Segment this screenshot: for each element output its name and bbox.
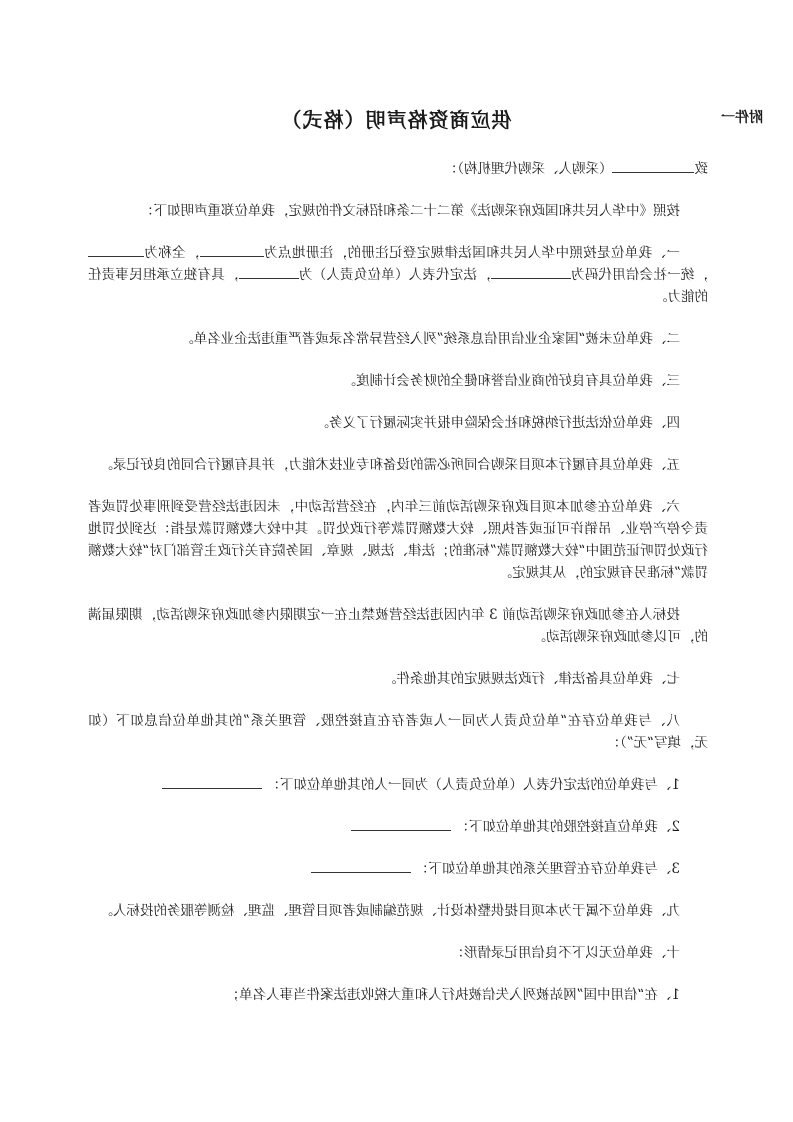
clause-8-item-3 <box>88 858 708 880</box>
clause-9: 九、我单位不属于为本项目提供整体设计、规范编制或者项目管理、监理、检测等服务的投标人。 <box>99 903 680 919</box>
page-title: 供应商资格声明（格式） <box>280 108 512 132</box>
clause-5: 五、我单位具有履行本项目采购合同所必需的设备和专业技术能力，并具有履行合同的良好记录。 <box>99 457 680 473</box>
clause-8-item-2 <box>88 816 708 838</box>
clause-3: 三、我单位具有良好的商业信誉和健全的财务会计制度。 <box>342 373 680 389</box>
clause-4: 四、我单位依法进行纳税和社会保险申报并实际履行了义务。 <box>315 415 680 431</box>
clause-10-item-1: 1、在“信用中国”网站被列入失信被执行人和重大税收违法案件当事人名单； <box>225 987 680 1003</box>
clause-7: 七、我单位具备法律、行政法规规定的其他条件。 <box>383 671 680 687</box>
clause-1-part-a: 一、我单位是按照中华人民共和国法律规定登记注册的，注册地点为 <box>263 245 680 261</box>
registration-address-blank <box>200 242 264 257</box>
clause-1-part-d: ，法定代表人（单位负责人）为 <box>298 267 491 283</box>
controlled-units-blank <box>351 816 451 831</box>
clause-8-item-2-text: 2、我单位直接控股的其他单位如下： <box>455 819 680 835</box>
addressee-line <box>88 158 708 180</box>
clause-10: 十、我单位无以下不良信用记录情形： <box>450 945 680 961</box>
clause-8-item-3-text: 3、与我单位存在管理关系的其他单位如下： <box>414 861 680 877</box>
addressee-blank <box>613 158 695 173</box>
clause-1-part-b: ，全称为 <box>143 245 200 261</box>
clause-1-part-c: ，统一社会信用代码为 <box>570 267 708 283</box>
clause-1-part-e: ，具有独立承担民事责任的能力。 <box>87 267 708 305</box>
clause-8: 八、与我单位存在“单位负责人为同一人或者存在直接控股、管理关系”的其他单位信息如下（如无，填写“无”）： <box>88 713 708 751</box>
intro-paragraph: 按照《中华人民共和国政府采购法》第二十二条和招标文件的规定，我单位郑重声明如下： <box>140 203 680 219</box>
clause-6-note: 投标人在参加政府采购活动前 3 年内因违法经营被禁止在一定期限内参加政府采购活动，期限届满的，可以参加政府采购活动。 <box>88 607 708 645</box>
addressee-suffix: （采购人、采购代理机构）： <box>443 161 613 177</box>
management-units-blank <box>311 858 411 873</box>
clause-6: 六、我单位在参加本项目政府采购活动前三年内，在经营活动中，未因违法经营受到刑事处罚或者责令停产停业、吊销许可证或者执照、较大数额罚款等行政处罚。其中较大数额罚款是指：达到处罚地行政处罚听证范围中“较大数额罚款”标准的；法律、法规、规章、国务院有关行政主管部门对“较大数额罚款”标准另有规定的，从其规定。 <box>88 499 708 581</box>
clause-2: 二、我单位未被“国家企业信用信息系统”列入经营异常名录或者严重违法企业名单。 <box>180 331 680 347</box>
document-body <box>88 152 708 1006</box>
clause-1 <box>88 242 708 308</box>
clause-8-item-1-text: 1、与我单位的法定代表人（单位负责人）为同一人的其他单位如下： <box>266 777 680 793</box>
full-name-blank <box>88 242 144 257</box>
legal-representative-blank <box>239 264 299 279</box>
addressee-prefix: 致 <box>694 161 708 177</box>
same-person-units-blank <box>162 774 262 789</box>
clause-8-item-1 <box>88 774 708 796</box>
credit-code-blank <box>491 264 571 279</box>
annex-label: 附件一 <box>721 110 763 126</box>
